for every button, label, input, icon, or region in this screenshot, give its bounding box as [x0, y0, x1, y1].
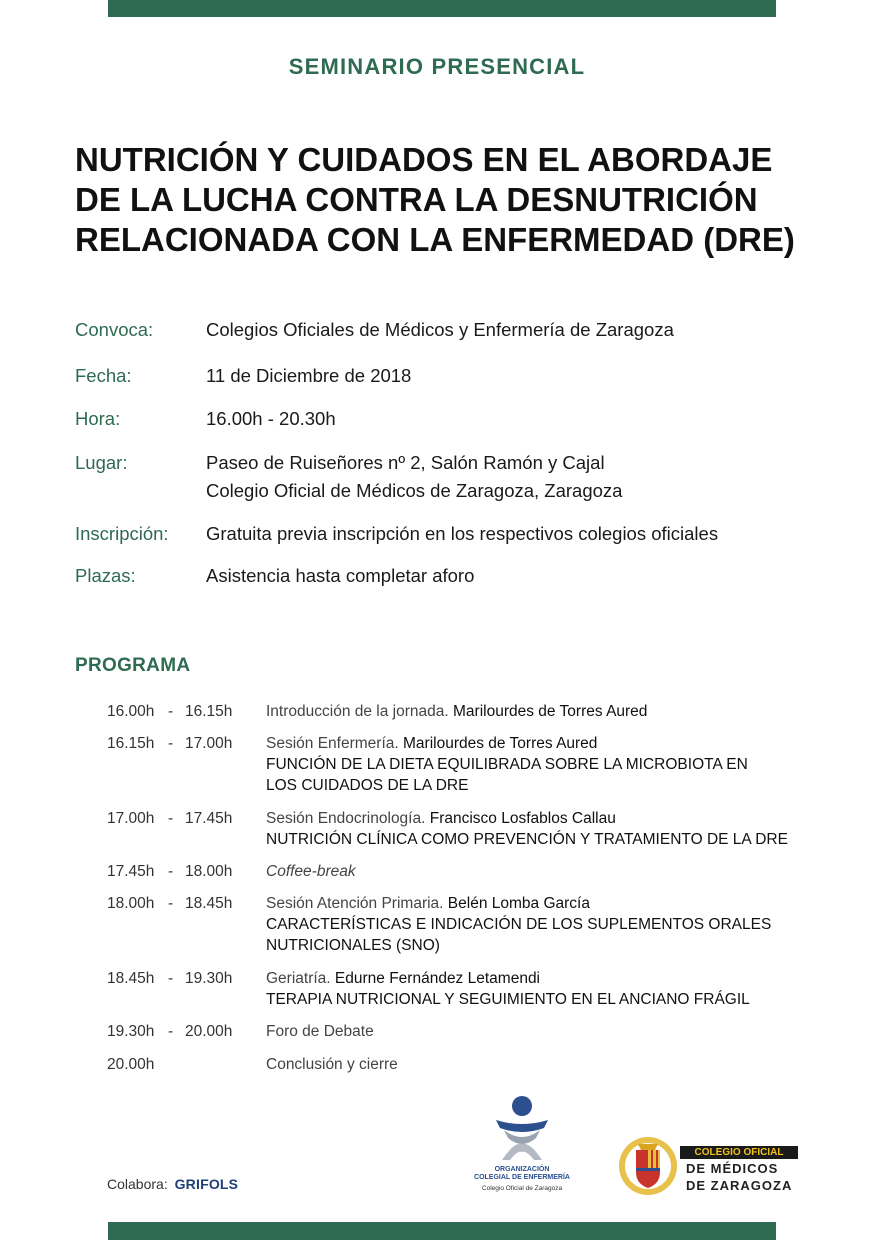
title-line: DE LA LUCHA CONTRA LA DESNUTRICIÓN [75, 181, 758, 218]
title-line: NUTRICIÓN Y CUIDADOS EN EL ABORDAJE [75, 141, 773, 178]
info-value: 16.00h - 20.30h [206, 408, 336, 429]
title-line: RELACIONADA CON LA ENFERMEDAD (DRE) [75, 221, 795, 258]
info-value: Gratuita previa inscripción en los respectivos colegios oficiales [206, 523, 719, 544]
info-label: Plazas: [75, 565, 136, 586]
top-accent-bar [108, 0, 776, 17]
programa-heading: PROGRAMA [75, 655, 191, 676]
info-label: Hora: [75, 408, 121, 429]
medicos-logo: COLEGIO OFICIAL DE MÉDICOS DE ZARAGOZA [618, 1134, 798, 1198]
info-value: Asistencia hasta completar aforo [206, 565, 475, 586]
colabora-label: Colabora: [107, 1176, 168, 1192]
grifols-logo: GRIFOLS [174, 1176, 239, 1192]
info-label: Inscripción: [75, 523, 169, 544]
info-value: 11 de Diciembre de 2018 [206, 365, 412, 386]
seminar-type: SEMINARIO PRESENCIAL [288, 54, 586, 79]
page-title [75, 140, 815, 260]
info-label: Lugar: [75, 452, 128, 473]
enfermeria-logo: ORGANIZACIÓN COLEGIAL DE ENFERMERÍA Colegio Oficial de Zaragoza [466, 1094, 578, 1204]
medicos-crest-icon [618, 1134, 678, 1198]
info-value: Colegios Oficiales de Médicos y Enfermería de Zaragoza [206, 319, 674, 340]
bottom-accent-bar [108, 1222, 776, 1240]
info-label: Fecha: [75, 365, 132, 386]
enfermeria-emblem-icon [466, 1094, 578, 1164]
info-value: Paseo de Ruiseñores nº 2, Salón Ramón y Cajal Colegio Oficial de Médicos de Zaragoza, Zaragoza [206, 452, 623, 501]
info-label: Convoca: [75, 319, 154, 340]
colabora [107, 1176, 238, 1192]
